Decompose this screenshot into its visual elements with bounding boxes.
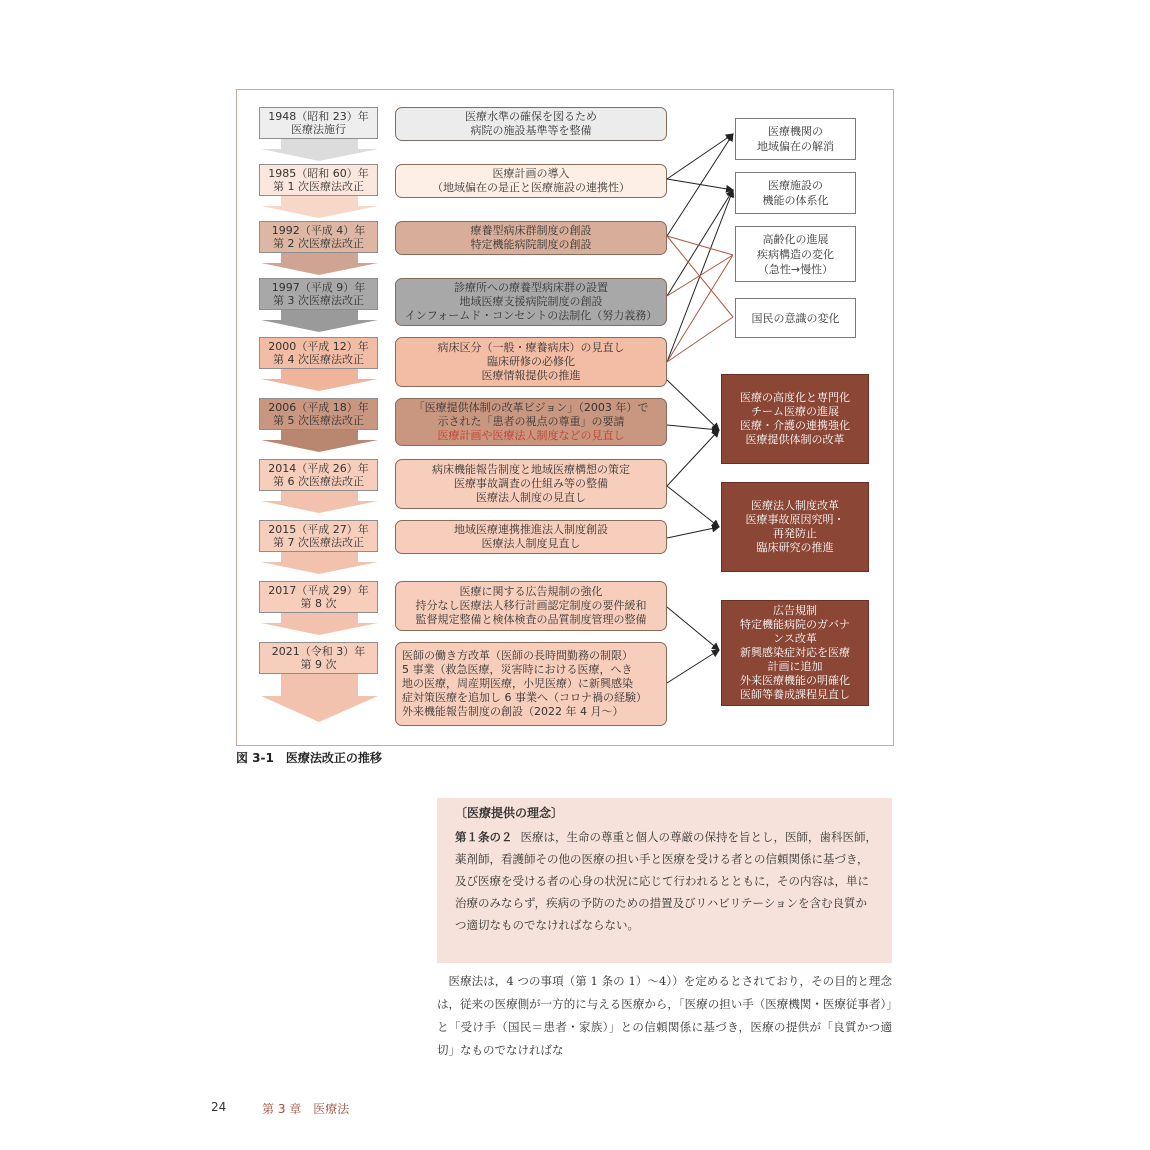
content-line: 「医療提供体制の改革ビジョン」（2003 年）で <box>413 401 649 414</box>
connector-line <box>667 236 733 255</box>
factor-line: 医療施設の <box>768 179 823 192</box>
outcome-line: 広告規制 <box>773 604 817 617</box>
era-revision: 第 7 次医療法改正 <box>273 536 364 549</box>
principle-box <box>437 798 892 963</box>
era-revision: 第 2 次医療法改正 <box>273 237 364 250</box>
content-line: 地域医療支援病院制度の創設 <box>459 295 603 308</box>
content-line: 持分なし医療法人移行計画認定制度の要件緩和 <box>415 599 647 612</box>
era-revision: 第 4 次医療法改正 <box>273 353 364 366</box>
connector-line <box>667 255 733 296</box>
era-revision: 第 9 次 <box>300 658 337 671</box>
content-line: 臨床研修の必修化 <box>487 355 575 368</box>
figure-caption: 図 3-1 医療法改正の推移 <box>236 751 382 765</box>
outcome-line: 医療事故原因究明・ <box>745 513 845 526</box>
factor-line: 医療機関の <box>768 125 823 138</box>
outcome-line: 医療・介護の連携強化 <box>740 419 850 432</box>
factor-line: 地域偏在の解消 <box>757 140 834 153</box>
outcome-line: 外来医療機能の明確化 <box>740 674 850 687</box>
content-line: 医療水準の確保を図るため <box>465 110 597 123</box>
connector-line <box>667 134 733 179</box>
era-year: 2000（平成 12）年 <box>268 340 369 353</box>
era-revision: 第 6 次医療法改正 <box>273 475 364 488</box>
outcome-line: 新興感染症対応を医療 <box>740 646 850 659</box>
era-year: 2014（平成 26）年 <box>268 462 369 475</box>
connector-line <box>667 134 733 236</box>
content-line: 医療計画の導入 <box>492 167 570 180</box>
content-line: 地の医療，周産期医療，小児医療）に新興感染 <box>402 677 633 690</box>
outcome-line: 医療の高度化と専門化 <box>740 391 850 404</box>
principle-text <box>455 826 878 936</box>
connector-line <box>667 190 733 296</box>
outcome-line: 特定機能病院のガバナ <box>740 618 850 631</box>
era-year: 2015（平成 27）年 <box>268 523 369 536</box>
content-line: 症対策医療を追加し 6 事業へ（コロナ禍の経験） <box>402 691 647 704</box>
content-line: 医療法人制度見直し <box>481 537 581 550</box>
content-line: 示された「患者の視点の尊重」の要請 <box>437 415 625 428</box>
content-highlight: 医療計画や医療法人制度などの見直し <box>437 429 625 442</box>
era-revision: 第 3 次医療法改正 <box>273 294 364 307</box>
content-line: （地域偏在の是正と医療施設の連携性） <box>432 181 630 194</box>
page-number: 24 <box>211 1100 227 1114</box>
content-line: 医師の働き方改革（医師の長時間勤務の制限） <box>402 649 633 662</box>
content-line: 医療法人制度の見直し <box>476 491 586 504</box>
era-year: 2017（平成 29）年 <box>268 584 369 597</box>
era-revision: 第 1 次医療法改正 <box>273 180 364 193</box>
connector-line <box>667 425 719 430</box>
article-text: 医療は，生命の尊重と個人の尊厳の保持を旨とし，医師，歯科医師，薬剤師，看護師その他の医療の担い手と医療を受ける者との信頼関係に基づき，及び医療を受ける者の心身の状況に応じて行われるとともに，その内容は，単に治療のみならず，疾病の予防のための措置及びリハビリテーションを含む良質かつ適切なものでなければならない。 <box>455 830 877 932</box>
content-line: 病床機能報告制度と地域医療構想の策定 <box>432 463 630 476</box>
content-line: インフォームド・コンセントの法制化（努力義務） <box>404 309 658 322</box>
content-line: 病院の施設基準等を整備 <box>470 124 592 137</box>
content-line: 特定機能病院制度の創設 <box>470 238 592 251</box>
body-paragraph: 医療法は，4 つの事項（第 1 条の 1）〜4））を定めるとされており，その目的と理念は，従来の医療側が一方的に与える医療から，「医療の担い手（医療機関・医療従事者）」と「受け手（国民＝患者・家族）」との信頼関係に基づき，医療の提供が「良質かつ適切」なものでなければな <box>437 974 892 1057</box>
outcome-line: 計画に追加 <box>767 660 823 673</box>
outcome-line: 再発防止 <box>773 527 817 540</box>
connector-line <box>667 430 719 486</box>
factor-line: 高齢化の進展 <box>762 232 829 246</box>
era-year: 1992（平成 4）年 <box>271 224 366 237</box>
era-year: 1997（平成 9）年 <box>271 281 366 294</box>
outcome-line: 医療法人制度改革 <box>751 499 839 512</box>
content-line: 医療に関する広告規制の強化 <box>459 585 603 598</box>
outcome-line: ンス改革 <box>773 632 817 645</box>
factor-line: 国民の意識の変化 <box>751 311 840 325</box>
era-revision: 医療法施行 <box>291 123 346 136</box>
content-line: 監督規定整備と検体検査の品質制度管理の整備 <box>415 613 647 626</box>
content-line: 病床区分（一般・療養病床）の見直し <box>437 341 625 354</box>
content-line: 医療事故調査の仕組み等の整備 <box>454 477 608 490</box>
era-revision: 第 5 次医療法改正 <box>273 414 364 427</box>
article-label: 第１条の２ <box>455 830 513 844</box>
factor-line: 疾病構造の変化 <box>757 247 834 261</box>
principle-title: 〔医療提供の理念〕 <box>455 806 564 820</box>
connector-line <box>667 607 719 650</box>
outcome-line: 医療提供体制の改革 <box>745 433 845 446</box>
era-year: 1948（昭和 23）年 <box>268 110 369 123</box>
content-line: 療養型病床群制度の創設 <box>470 224 592 237</box>
era-year: 2006（平成 18）年 <box>268 401 369 414</box>
connector-line <box>667 236 733 317</box>
era-year: 1985（昭和 60）年 <box>268 167 369 180</box>
chapter-title: 第 3 章 医療法 <box>262 1102 350 1116</box>
content-line: 診療所への療養型病床群の設置 <box>454 281 608 294</box>
content-line: 外来機能報告制度の創設（2022 年 4 月〜） <box>402 705 624 718</box>
era-year: 2021（令和 3）年 <box>271 645 366 658</box>
connector-line <box>667 486 719 527</box>
outcome-line: 医師等養成課程見直し <box>740 688 850 701</box>
outcome-line: チーム医療の進展 <box>751 405 839 418</box>
factor-line: （急性→慢性） <box>757 262 834 276</box>
content-line: 医療情報提供の推進 <box>481 369 581 382</box>
connector-line <box>667 317 733 362</box>
era-revision: 第 8 次 <box>300 597 337 610</box>
content-line: 地域医療連携推進法人制度創設 <box>454 523 608 536</box>
connector-line <box>667 380 719 430</box>
outcome-line: 臨床研究の推進 <box>756 541 834 554</box>
connector-line <box>667 255 733 362</box>
connector-line <box>667 527 719 538</box>
content-line: 5 事業（救急医療，災害時における医療，へき <box>402 663 633 676</box>
factor-line: 機能の体系化 <box>762 194 829 207</box>
connector-line <box>667 650 719 683</box>
